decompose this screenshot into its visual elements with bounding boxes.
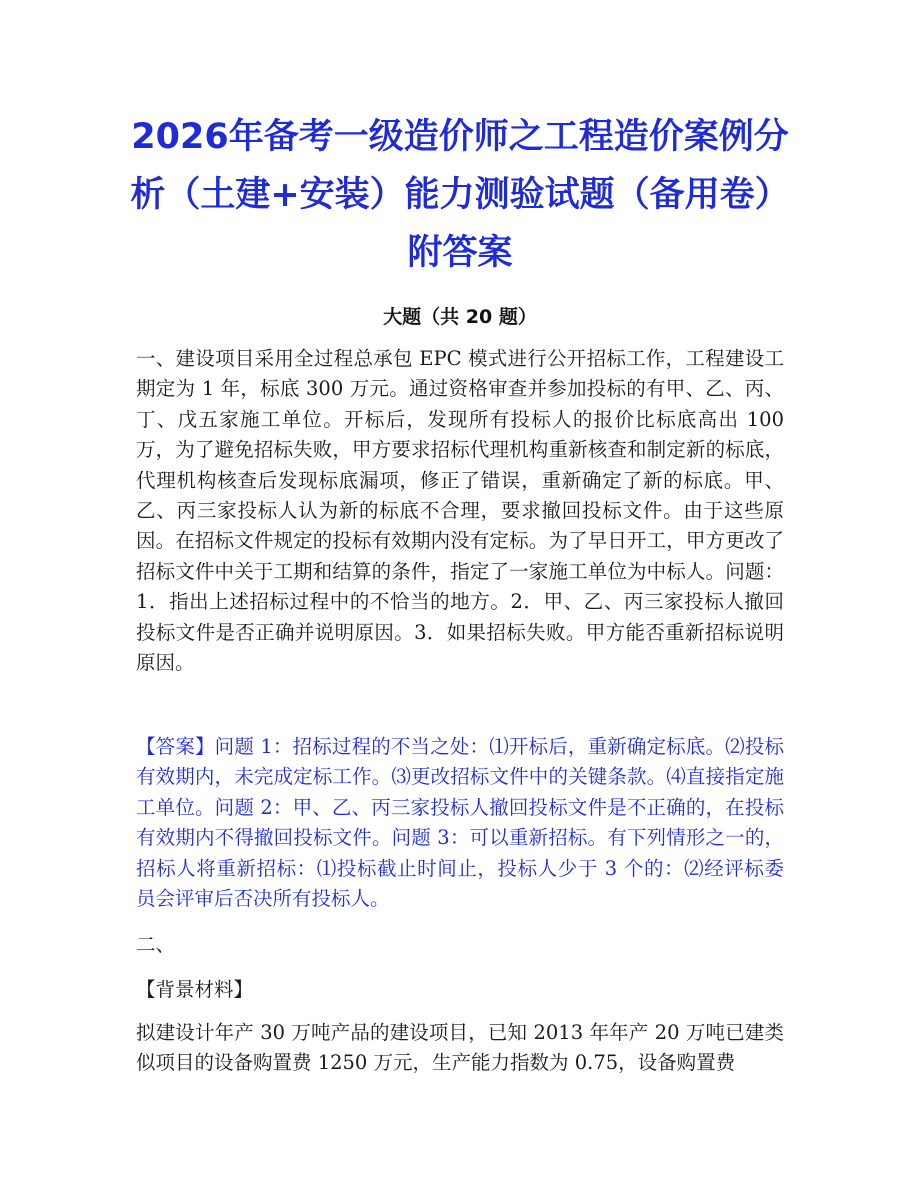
question-1-text: 一、建设项目采用全过程总承包 EPC 模式进行公开招标工作，工程建设工期定为 1 年，标底 300 万元。通过资格审查并参加投标的有甲、乙、丙、丁、戊五家施工单位。开标后，发现所有投标人的报价比标底高出 100 万，为了避免招标失败，甲方要求招标代理机构重新核查和制定新的标底，代理机构核查后发现标底漏项，修正了错误，重新确定了新的标底。甲、乙、丙三家投标人认为新的标底不合理，要求撤回投标文件。由于这些原因。在招标文件规定的投标有效期内没有定标。为了早日开工，甲方更改了招标文件中关于工期和结算的条件，指定了一家施工单位为中标人。问题：1．指出上述招标过程中的不恰当的地方。2．甲、乙、丙三家投标人撤回投标文件是否正确并说明原因。3．如果招标失败。甲方能否重新招标说明原因。 <box>136 347 784 675</box>
section-heading: 大题（共 20 题） <box>383 306 537 328</box>
answer-tag: 【答案】 <box>136 735 215 758</box>
answer-1-text: 问题 1：招标过程的不当之处：⑴开标后，重新确定标底。⑵投标有效期内，未完成定标工作。⑶更改招标文件中的关键条款。⑷直接指定施工单位。问题 2：甲、乙、丙三家投标人撤回投标文件是不正确的，在投标有效期内不得撤回投标文件。问题 3：可以重新招标。有下列情形之一的，招标人将重新招标：⑴投标截止时间止，投标人少于 3 个的：⑵经评标委员会评审后否决所有投标人。 <box>136 735 784 911</box>
document-title: 2026年备考一级造价师之工程造价案例分析（土建+安装）能力测验试题（备用卷）附答案 <box>130 117 790 273</box>
background-label: 【背景材料】 <box>136 978 254 1001</box>
answer-1 <box>136 732 784 914</box>
background-text: 拟建设计年产 30 万吨产品的建设项目，已知 2013 年年产 20 万吨已建类似项目的设备购置费 1250 万元，生产能力指数为 0.75，设备购置费 <box>136 1021 784 1075</box>
question-2-number: 二、 <box>136 933 176 956</box>
